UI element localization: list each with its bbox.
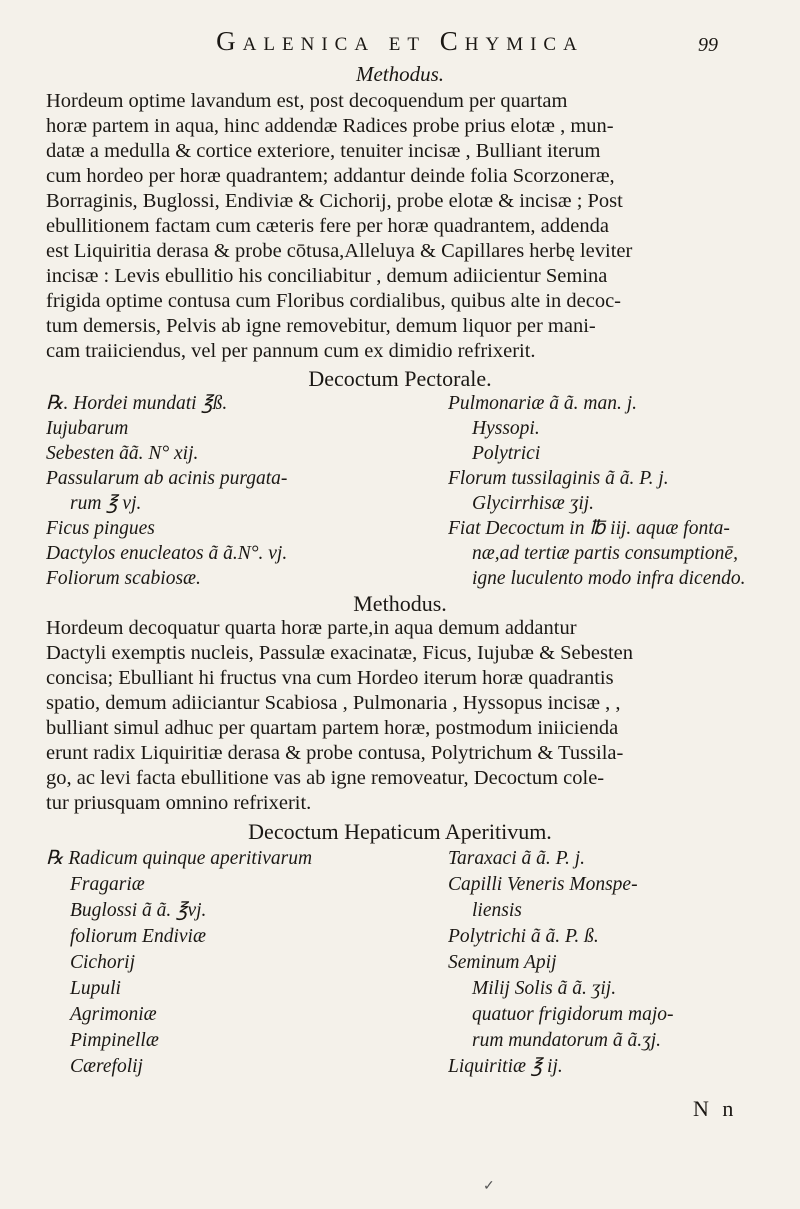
text-line: incisæ : Levis ebullitio his conciliabitur , demum adiicientur Semina bbox=[46, 265, 608, 287]
ingredient: Polytrici bbox=[472, 443, 541, 464]
ingredient: Sebesten ãã. N° xij. bbox=[46, 443, 199, 464]
text-line: cam traiiciendus, vel per pannum cum ex dimidio refrixerit. bbox=[46, 340, 536, 362]
catchword: N n bbox=[693, 1096, 738, 1121]
ingredient: Polytrichi ã ã. P. ß. bbox=[448, 926, 599, 947]
text-line: tur priusquam omnino refrixerit. bbox=[46, 792, 312, 814]
ingredient: Foliorum scabiosæ. bbox=[46, 568, 201, 589]
method-heading: Methodus. bbox=[353, 591, 447, 616]
ingredient: foliorum Endiviæ bbox=[70, 926, 206, 947]
text-line: Hordeum optime lavandum est, post decoquendum per quartam bbox=[46, 90, 568, 112]
ingredient: Fragariæ bbox=[70, 874, 145, 895]
ingredient: Taraxaci ã ã. P. j. bbox=[448, 848, 586, 869]
text-line: Borraginis, Buglossi, Endiviæ & Cichorij, probe elotæ & incisæ ; Post bbox=[46, 190, 623, 212]
ingredient: Pulmonariæ ã ã. man. j. bbox=[448, 393, 638, 414]
ingredient: Seminum Apij bbox=[448, 952, 557, 973]
margin-mark: ✓ bbox=[483, 1179, 495, 1194]
running-title: Galenica et Chymica bbox=[216, 26, 584, 56]
ingredient: rum ℥ vj. bbox=[70, 493, 142, 514]
ingredient: Glycirrhisæ ʒij. bbox=[472, 493, 595, 514]
text-line: Dactyli exemptis nucleis, Passulæ exacinatæ, Ficus, Iujubæ & Sebesten bbox=[46, 642, 634, 664]
ingredient: rum mundatorum ã ã.ʒj. bbox=[472, 1030, 662, 1051]
ingredient: Dactylos enucleatos ã ã.N°. vj. bbox=[46, 543, 288, 564]
section-heading: Methodus. bbox=[355, 62, 445, 86]
text-line: concisa; Ebulliant hi fructus vna cum Hordeo iterum horæ quadrantis bbox=[46, 667, 614, 689]
ingredient: Buglossi ã ã. ℥vj. bbox=[70, 900, 207, 921]
ingredient: Ficus pingues bbox=[46, 518, 155, 539]
text-line: horæ partem in aqua, hinc addendæ Radices probe prius elotæ , mun- bbox=[46, 115, 614, 137]
ingredient: Iujubarum bbox=[46, 418, 129, 439]
instruction: Fiat Decoctum in ℔ iij. aquæ fonta- bbox=[448, 518, 730, 539]
ingredient: ℞ Radicum quinque aperitivarum bbox=[46, 848, 313, 869]
ingredient: Capilli Veneris Monspe- bbox=[448, 874, 638, 895]
ingredient: Milij Solis ã ã. ʒij. bbox=[472, 978, 617, 999]
ingredient: Hyssopi. bbox=[472, 418, 540, 439]
ingredient: ℞. Hordei mundati ℥ß. bbox=[46, 393, 228, 414]
text-line: tum demersis, Pelvis ab igne removebitur, demum liquor per mani- bbox=[46, 315, 596, 337]
page-number: 99 bbox=[698, 34, 718, 56]
ingredient: Lupuli bbox=[70, 978, 121, 999]
ingredient: Agrimoniæ bbox=[70, 1004, 157, 1025]
ingredient: Cærefolij bbox=[70, 1056, 143, 1077]
text-line: Hordeum decoquatur quarta horæ parte,in aqua demum addantur bbox=[46, 617, 577, 639]
ingredient: quatuor frigidorum majo- bbox=[472, 1004, 674, 1025]
text-line: frigida optime contusa cum Floribus cordialibus, quibus alte in decoc- bbox=[46, 290, 622, 312]
text-line: ebullitionem factam cum cæteris fere per horæ quadrantem, addenda bbox=[46, 215, 609, 237]
text-line: datæ a medulla & cortice exteriore, tenuiter incisæ , Bulliant iterum bbox=[46, 140, 601, 162]
text-line: bulliant simul adhuc per quartam partem horæ, postmodum iniicienda bbox=[46, 717, 619, 739]
instruction: igne luculento modo infra dicendo. bbox=[472, 568, 746, 589]
text-line: go, ac levi facta ebullitione vas ab igne removeatur, Decoctum cole- bbox=[46, 767, 605, 789]
instruction: næ,ad tertiæ partis consumptionē, bbox=[472, 543, 738, 564]
ingredient: Cichorij bbox=[70, 952, 136, 973]
text-line: est Liquiritia derasa & probe cōtusa,Alleluya & Capillares herbę leviter bbox=[46, 240, 633, 262]
ingredient: Passularum ab acinis purgata- bbox=[46, 468, 288, 489]
ingredient: Pimpinellæ bbox=[70, 1030, 159, 1051]
ingredient: liensis bbox=[472, 900, 522, 921]
text-line: cum hordeo per horæ quadrantem; addantur deinde folia Scorzoneræ, bbox=[46, 165, 615, 187]
ingredient: Liquiritiæ ℥ ij. bbox=[448, 1056, 563, 1077]
ingredient: Florum tussilaginis ã ã. P. j. bbox=[448, 468, 669, 489]
text-line: erunt radix Liquiritiæ derasa & probe contusa, Polytrichum & Tussila- bbox=[46, 742, 624, 764]
recipe-heading-pectorale: Decoctum Pectorale. bbox=[308, 366, 492, 391]
recipe-heading-hepaticum: Decoctum Hepaticum Aperitivum. bbox=[248, 819, 552, 844]
text-line: spatio, demum adiiciantur Scabiosa , Pulmonaria , Hyssopus incisæ , , bbox=[46, 692, 621, 714]
